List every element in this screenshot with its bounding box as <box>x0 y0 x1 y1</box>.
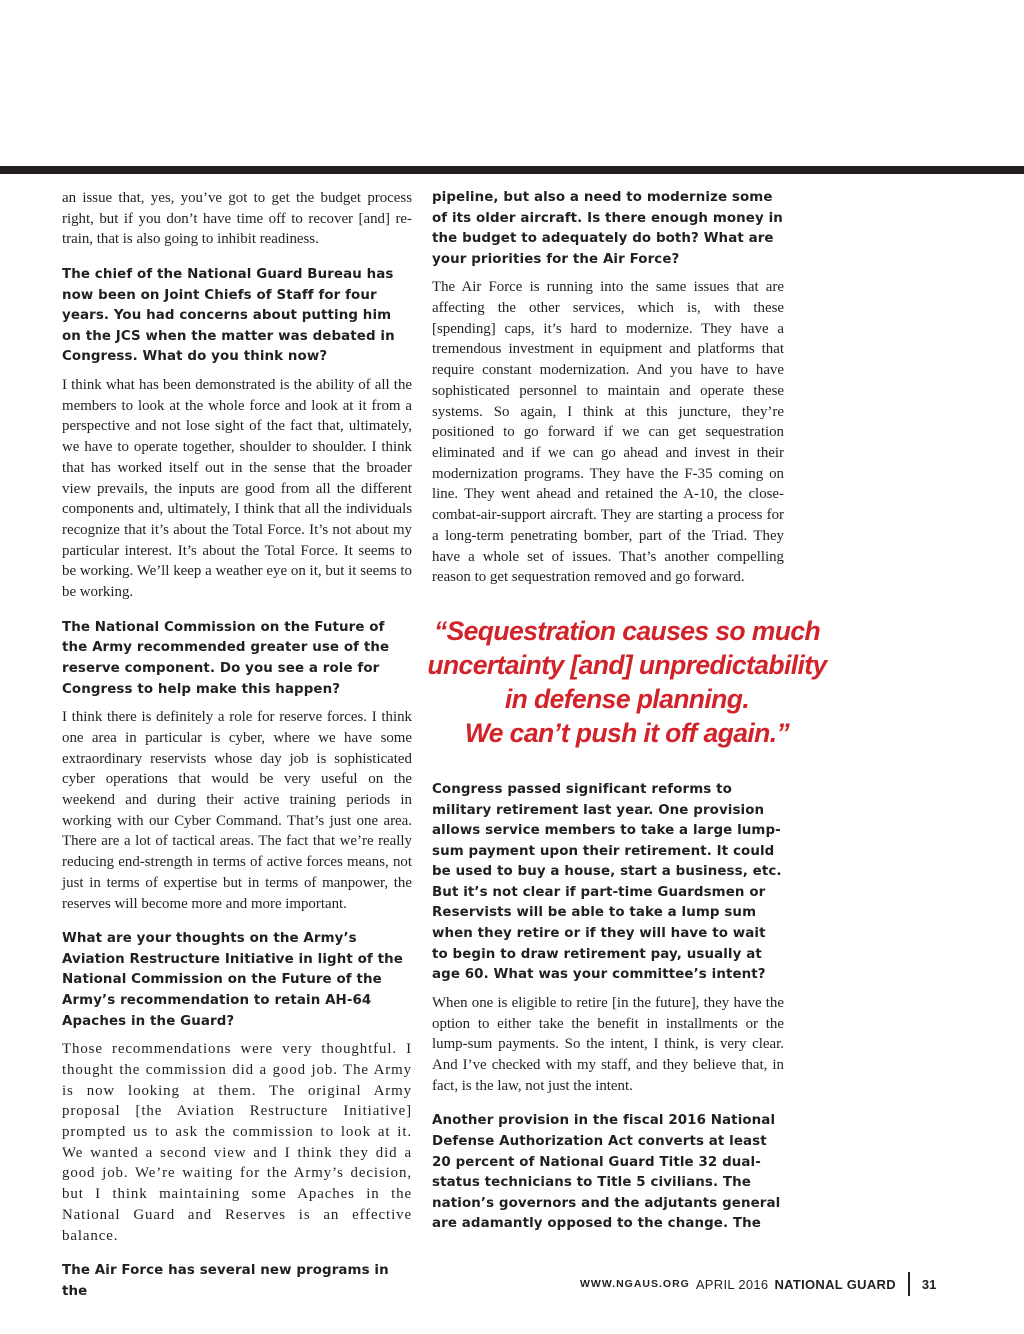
answer-paragraph: I think there is definitely a role for reserve forces. I think one area in particular is cyber, where we have some extraordinary reservists whose day job is sophisticated cyber operations that would be very useful on the weekend and during their active training periods in working with our Cyber Command. That’s just one area. There are a lot of tactical areas. The fact that we’re really reducing end-strength in terms of active forces means, not just in terms of expertise but in terms of manpower, the reserves will become more and more important. <box>62 709 412 912</box>
pull-quote-line: uncertainty [and] unpredictability <box>427 649 827 680</box>
pull-quote-line: “Sequestration causes so much <box>433 615 821 646</box>
question-heading: Another provision in the fiscal 2016 National Defense Authorization Act converts at least 20 percent of National Guard Title 32 dual-status technicians to Title 5 civilians. The nation’s governors and the adjutants general are adamantly opposed to the change. The <box>432 1113 781 1232</box>
page-footer <box>580 1272 936 1296</box>
answer-paragraph: When one is eligible to retire [in the future], they have the option to either take the benefit in installments or the lump-sum payments. So the intent, I think, is very clear. And I’ve checked with my staff, and they believe that, in fact, is the law, not just the intent. <box>432 994 784 1094</box>
footer-url[interactable]: WWW.NGAUS.ORG <box>580 1278 690 1290</box>
question-heading: The chief of the National Guard Bureau has now been on Joint Chiefs of Staff for four years. You had concerns about putting him on the JCS when the matter was debated in Congress. What do you think now? <box>62 267 395 365</box>
question-heading: pipeline, but also a need to modernize some of its older aircraft. Is there enough money in the budget to adequately do both? What are your priorities for the Air Force? <box>432 190 783 267</box>
answer-paragraph: The Air Force is running into the same issues that are affecting the other services, which is, with these [spending] caps, it’s hard to modernize. They have a tremendous investment in equipment and platforms that require constant modernization. And you have to have sophisticated personnel to maintain and operate these systems. So again, I think at this juncture, they’re positioned to go forward if we can get sequestration eliminated and if we can go ahead and invest in their modernization programs. They have the F-35 coming on line. They went ahead and retained the A-10, the close-combat-air-support aircraft. They are starting a process for a long-term penetrating bomber, part of the Triad. They have a whole set of issues. That’s another compelling reason to get sequestration removed and go forward. <box>432 279 784 586</box>
pull-quote-line: in defense planning. <box>504 683 750 714</box>
page-number: 31 <box>921 1276 937 1292</box>
top-rule <box>0 166 1024 174</box>
footer-date: APRIL 2016 <box>695 1276 769 1292</box>
left-column <box>62 188 412 1309</box>
footer-magazine-name: NATIONAL GUARD <box>774 1276 896 1292</box>
question-heading: What are your thoughts on the Army’s Aviation Restructure Initiative in light of the National Commission on the Future of the Army’s recommendation to retain AH-64 Apaches in the Guard? <box>62 931 403 1029</box>
pull-quote-line: We can’t push it off again.” <box>464 717 790 748</box>
question-heading: The Air Force has several new programs in the <box>62 1263 389 1299</box>
answer-paragraph: I think what has been demonstrated is the ability of all the members to look at the whole force and look at it from a perspective and not lose sight of the fact that, ultimately, we have to operate together, shoulder to shoulder. I think that has worked itself out in the sense that the broader view prevails, the inputs are good from all the different components and, ultimately, I think that all the individuals recognize that it’s about the Total Force. It’s not about my particular interest. It’s about the Total Force. It seems to be working. We’ll keep a weather eye on it, but it seems to be working. <box>62 377 412 601</box>
right-column <box>427 188 827 1242</box>
answer-paragraph: an issue that, yes, you’ve got to get the budget process right, but if you don’t have time off to recover [and] re-train, that is also going to inhibit readiness. <box>62 190 412 248</box>
answer-paragraph: Those recommendations were very thoughtful. I thought the commission did a good job. The Army is now looking at them. The original Army proposal [the Aviation Restructure Initiative] prompted us to ask the commission to look at it. We wanted a second view and I think they did a good job. We’re waiting for the Army’s decision, but I think maintaining some Apaches in the National Guard and Reserves is an effective balance. <box>62 1041 412 1244</box>
question-heading: Congress passed significant reforms to military retirement last year. One provision allows service members to take a large lump-sum payment upon their retirement. It could be used to buy a house, start a business, etc. But it’s not clear if part-time Guardsmen or Reservists will be able to take a lump sum when they retire or if they will have to wait to begin to draw retirement pay, usually at age 60. What was your committee’s intent? <box>432 781 782 983</box>
pull-quote <box>422 614 832 750</box>
footer-divider <box>908 1272 910 1296</box>
question-heading: The National Commission on the Future of the Army recommended greater use of the reserve component. Do you see a role for Congress to help make this happen? <box>62 619 390 697</box>
